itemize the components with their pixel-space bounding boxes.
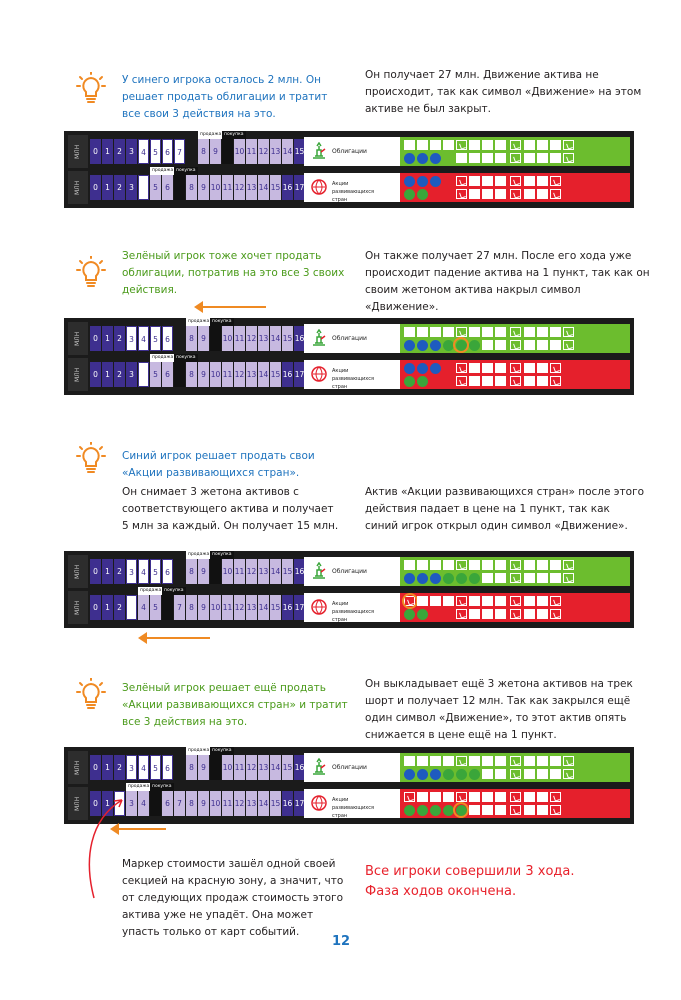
tip-text-2: Зелёный игрок тоже хочет продать облигации, потратив на это все 3 своих действия. <box>122 250 345 296</box>
statue-icon <box>310 329 328 347</box>
highlight-ring <box>453 802 469 818</box>
game-board-4: МЛН 0 1 2 3 4 5 6 8 9 10 11 12 13 14 15 16 продажа покупка Облигации МЛН 0 1 3 4 6 7 8 9 10 11 12 13 14 15 16 17 продажа покупка Акции развивающихся стран <box>64 747 634 824</box>
statue-icon <box>310 758 328 776</box>
explanation-text-2: Он также получает 27 млн. После его хода уже происходит падение актива на 1 пункт, так как он своим жетоном актива накрыл символ «Движение». <box>365 250 650 313</box>
bottom-note: Маркер стоимости зашёл одной своей секцией на красную зону, а значит, что от следующих продаж стоимость этого актива уже не упадёт. Она может упасть только от карт событий. <box>122 858 344 938</box>
board-row-emerging: МЛН 0 1 2 3 5 6 8 9 10 11 12 13 14 15 16 17 продажа покупка Акции развивающихся стран <box>68 171 630 204</box>
phase-end-text: Все игроки совершили 3 хода. Фаза ходов окончена. <box>365 864 575 899</box>
left-arrow-icon <box>140 637 210 639</box>
lightbulb-icon <box>76 442 106 476</box>
buy-tag: покупка <box>224 132 244 137</box>
explanation-text-1: Он получает 27 млн. Движение актива не происходит, так как символ «Движение» на этом активе не был закрыт. <box>365 69 642 115</box>
statue-icon <box>310 562 328 580</box>
left-arrow-icon <box>196 306 266 308</box>
statue-icon <box>310 142 328 160</box>
tip-text-1: У синего игрока осталось 2 млн. Он решает продать облигации и тратит все свои 3 действия на это. <box>122 74 328 120</box>
globe-icon <box>310 794 328 812</box>
explanation-text-4: Он выкладывает ещё 3 жетона активов на трек шорт и получает 12 млн. Так как закрылся ещё один символ «Движение», то этот актив опять снижается в цене ещё на 1 пункт. <box>365 678 633 741</box>
sell-tag: продажа <box>200 132 222 137</box>
tip-text-3: Синий игрок решает продать свои «Акции развивающихся стран». <box>122 450 315 479</box>
row-label: МЛН <box>68 135 88 168</box>
left-arrow-icon <box>112 828 166 830</box>
asset-bonds: Облигации <box>304 135 630 168</box>
game-board-3: МЛН 0 1 2 3 4 5 6 8 9 10 11 12 13 14 15 16 продажа покупка Облигации МЛН 0 1 2 4 5 7 8 9 10 11 12 13 14 15 16 17 продажа покупка Акции развивающихся стран <box>64 551 634 628</box>
globe-icon <box>310 178 328 196</box>
page-number: 12 <box>331 934 351 949</box>
game-board-1 <box>64 131 634 208</box>
tip-text-4: Зелёный игрок решает ещё продать «Акции развивающихся стран» и тратит все 3 действия на это. <box>122 682 348 728</box>
lightbulb-icon <box>76 256 106 290</box>
highlight-ring <box>402 593 418 609</box>
globe-icon <box>310 598 328 616</box>
globe-icon <box>310 365 328 383</box>
highlight-ring <box>453 337 469 353</box>
explanation-text-3: Актив «Акции развивающихся стран» после этого действия падает в цене на 1 пункт, так как синий игрок открыл один символ «Движение». <box>365 486 645 532</box>
board-row-bonds: МЛН 0 1 2 3 4 5 6 7 8 9 10 11 12 13 14 15 продажа покупка Облигации <box>68 135 630 168</box>
lightbulb-icon <box>76 72 106 106</box>
bonds-track <box>400 137 630 166</box>
game-board-2: МЛН 0 1 2 3 4 5 6 8 9 10 11 12 13 14 15 16 продажа покупка Облигации МЛН 0 1 2 3 5 6 8 9 10 11 12 13 14 15 16 17 продажа покупка Акции развивающихся стран <box>64 318 634 395</box>
emerging-track <box>400 173 630 202</box>
lightbulb-icon <box>76 678 106 712</box>
detail-text-3: Он снимает 3 жетона активов с соответствующего актива и получает 5 млн за каждый. Он получает 15 млн. <box>122 486 339 532</box>
